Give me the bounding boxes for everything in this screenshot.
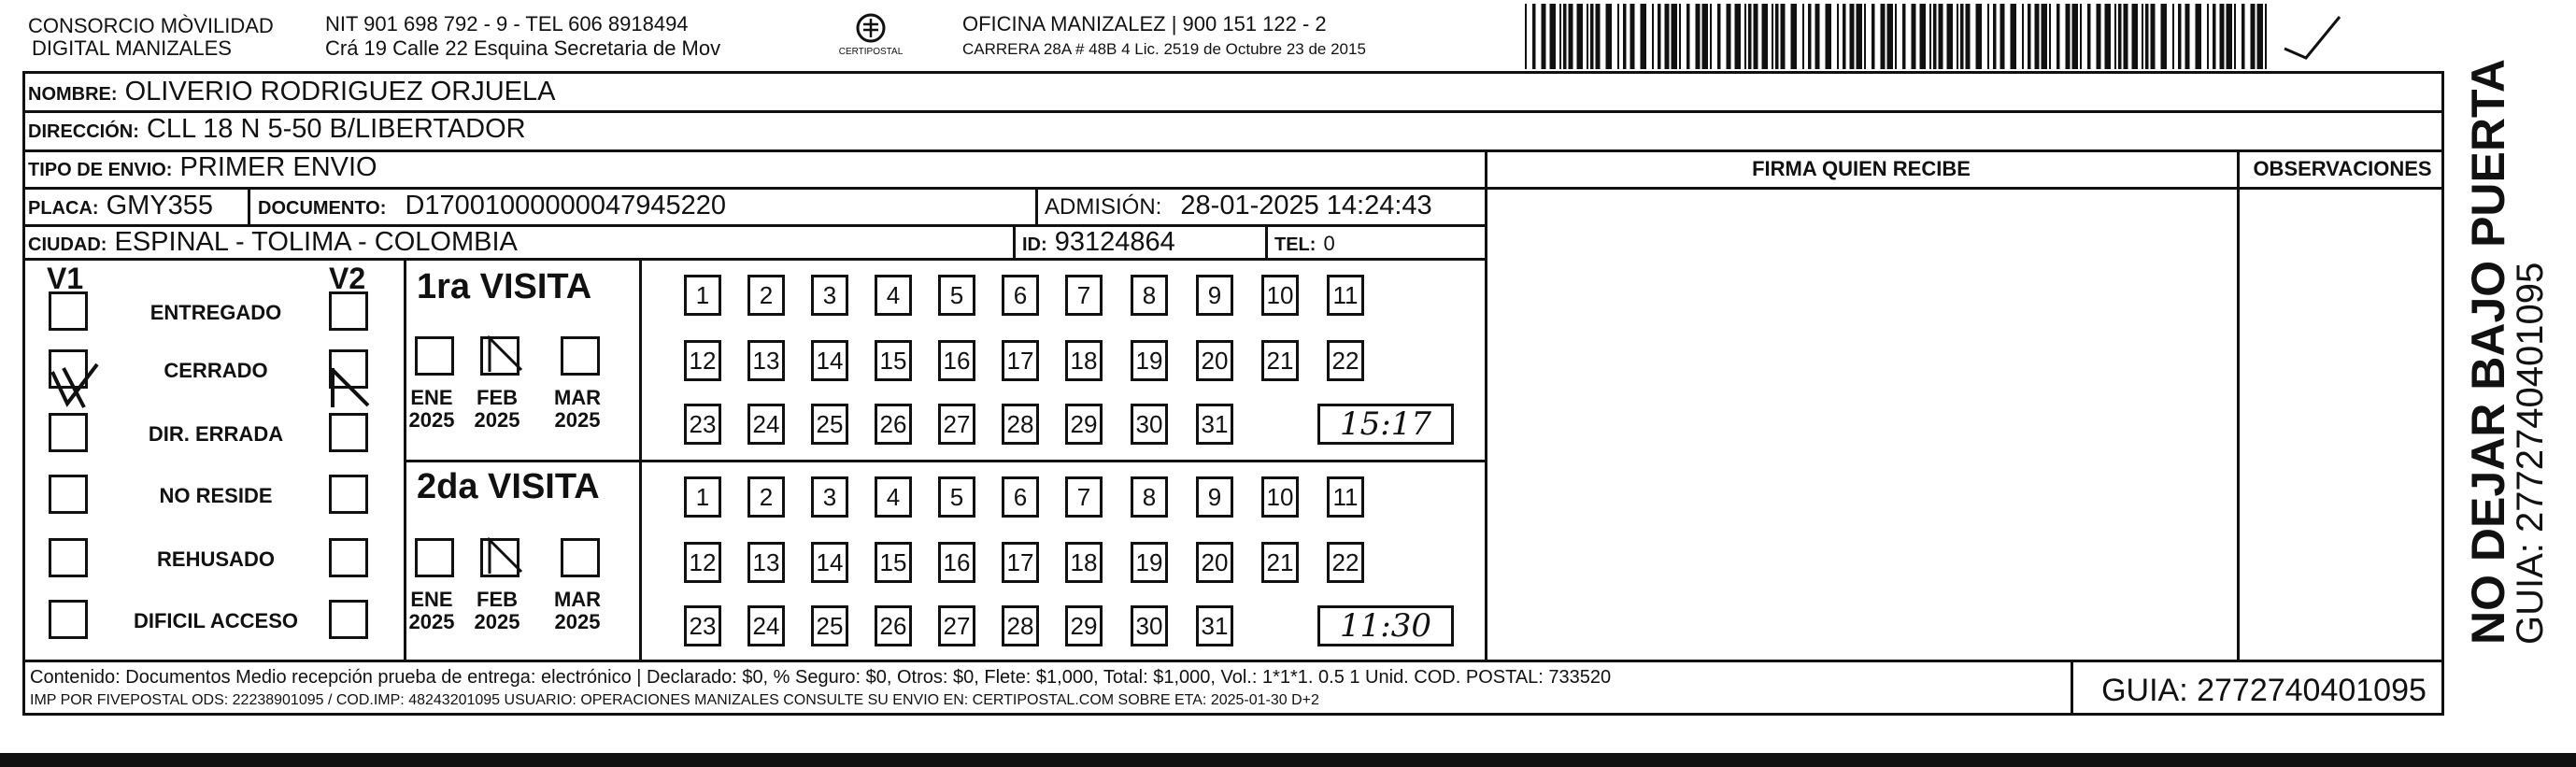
v1-checkbox[interactable]	[49, 475, 88, 514]
tel-value: 0	[1323, 232, 1335, 255]
first-visit-feb-check-mark	[484, 333, 525, 376]
second-visit-day-box[interactable]: 8	[1131, 476, 1168, 518]
second-visit-day-box[interactable]: 25	[811, 605, 848, 646]
first-visit-month-label	[549, 387, 605, 432]
v2-checkbox[interactable]	[329, 600, 368, 639]
first-visit-day-box[interactable]: 21	[1261, 340, 1299, 381]
second-visit-month-label	[404, 589, 460, 633]
second-visit-day-box[interactable]: 18	[1065, 542, 1103, 583]
second-visit-title: 2da VISITA	[417, 467, 600, 506]
month-year: 2025	[554, 610, 601, 633]
ciudad-label: CIUDAD:	[28, 234, 107, 255]
ciudad-value: ESPINAL - TOLIMA - COLOMBIA	[114, 227, 518, 257]
second-visit-day-box[interactable]: 22	[1327, 542, 1364, 583]
status-label: NO RESIDE	[159, 484, 273, 507]
second-visit-day-box[interactable]: 17	[1002, 542, 1039, 583]
second-visit-day-box[interactable]: 24	[747, 605, 785, 646]
tipo-value: PRIMER ENVIO	[179, 152, 377, 182]
first-visit-day-box[interactable]: 29	[1065, 404, 1103, 445]
first-visit-title: 1ra VISITA	[417, 267, 592, 306]
documento-field	[258, 191, 726, 223]
placa-field	[28, 191, 213, 223]
v2-checkbox[interactable]	[329, 538, 368, 577]
second-visit-month-checkbox[interactable]	[561, 538, 600, 577]
first-visit-day-box[interactable]: 19	[1131, 340, 1168, 381]
first-visit-day-box[interactable]: 27	[938, 404, 975, 445]
month-year: 2025	[474, 408, 520, 432]
tipo-label: TIPO DE ENVIO:	[28, 160, 173, 180]
first-visit-day-box[interactable]: 31	[1196, 404, 1233, 445]
company-nit: NIT 901 698 792 - 9 - TEL 606 8918494	[325, 12, 689, 36]
footer-contenido: Contenido: Documentos Medio recepción prueba de entrega: electrónico | Declarado: $0, % Seguro: $0, Otros: $0, Flete: $1,000, Total: $1,000, Vol.: 1*1*1. 0.5 1 Unid. COD. POSTAL: 733520	[30, 667, 1612, 688]
first-visit-day-box[interactable]: 13	[747, 340, 785, 381]
month-year: 2025	[474, 610, 520, 633]
month-name: ENE	[410, 588, 453, 611]
first-visit-day-box[interactable]: 23	[684, 404, 721, 445]
v1-checkbox[interactable]	[49, 600, 88, 639]
first-visit-time[interactable]: 15:17	[1317, 404, 1454, 445]
first-visit-day-box[interactable]: 1	[684, 275, 721, 316]
company-name-line1: CONSORCIO MÒVILIDAD	[28, 14, 274, 37]
first-visit-day-box[interactable]: 7	[1065, 275, 1103, 316]
company-address: Crá 19 Calle 22 Esquina Secretaria de Mov	[325, 36, 721, 60]
office-address: CARRERA 28A # 48B 4 Lic. 2519 de Octubre 23 de 2015	[962, 40, 1366, 58]
tel-field	[1274, 227, 1335, 260]
month-name: FEB	[477, 588, 518, 611]
second-visit-day-box[interactable]: 6	[1002, 476, 1039, 518]
first-visit-month-label	[469, 387, 525, 432]
first-visit-month-checkbox[interactable]	[561, 336, 600, 376]
second-visit-day-box[interactable]: 2	[747, 476, 785, 518]
v1-checkbox[interactable]	[49, 538, 88, 577]
bottom-edge-band	[0, 753, 2576, 767]
first-visit-day-box[interactable]: 26	[875, 404, 912, 445]
first-visit-day-box[interactable]: 15	[875, 340, 912, 381]
second-visit-day-box[interactable]: 19	[1131, 542, 1168, 583]
second-visit-day-box[interactable]: 15	[875, 542, 912, 583]
first-visit-day-box[interactable]: 22	[1327, 340, 1364, 381]
second-visit-day-box[interactable]: 27	[938, 605, 975, 646]
nombre-label: NOMBRE:	[28, 84, 118, 105]
second-visit-month-label	[469, 589, 525, 633]
status-label: ENTREGADO	[149, 301, 282, 324]
second-visit-day-box[interactable]: 30	[1131, 605, 1168, 646]
month-year: 2025	[408, 408, 455, 432]
first-visit-day-box[interactable]: 9	[1196, 275, 1233, 316]
second-visit-day-box[interactable]: 1	[684, 476, 721, 518]
id-field	[1022, 227, 1175, 260]
month-year: 2025	[408, 610, 455, 633]
second-visit-day-box[interactable]: 21	[1261, 542, 1299, 583]
status-label: REHUSADO	[157, 547, 275, 571]
second-visit-day-box[interactable]: 26	[875, 605, 912, 646]
placa-label: PLACA:	[28, 198, 99, 219]
second-visit-day-box[interactable]: 11	[1327, 476, 1364, 518]
cerrado-v1-check-mark	[47, 362, 103, 411]
ciudad-field	[28, 227, 518, 260]
first-visit-day-box[interactable]: 10	[1261, 275, 1299, 316]
month-name: FEB	[477, 386, 518, 409]
second-visit-day-box[interactable]: 13	[747, 542, 785, 583]
id-label: ID:	[1022, 234, 1047, 255]
second-visit-day-box[interactable]: 5	[938, 476, 975, 518]
second-visit-month-label	[549, 589, 605, 633]
second-visit-feb-check-mark	[484, 534, 525, 577]
status-label: CERRADO	[164, 359, 268, 382]
second-visit-day-box[interactable]: 3	[811, 476, 848, 518]
first-visit-day-box[interactable]: 24	[747, 404, 785, 445]
first-visit-day-box[interactable]: 6	[1002, 275, 1039, 316]
direccion-value: CLL 18 N 5-50 B/LIBERTADOR	[146, 114, 526, 144]
first-visit-day-box[interactable]: 2	[747, 275, 785, 316]
second-visit-day-box[interactable]: 9	[1196, 476, 1233, 518]
second-visit-day-box[interactable]: 4	[875, 476, 912, 518]
direccion-label: DIRECCIÓN:	[28, 121, 139, 142]
second-visit-day-box[interactable]: 20	[1196, 542, 1233, 583]
office-info: OFICINA MANIZALEZ | 900 151 122 - 2	[962, 12, 1327, 36]
v1-label: V1	[47, 262, 84, 295]
nombre-value: OLIVERIO RODRIGUEZ ORJUELA	[124, 77, 556, 107]
second-visit-day-box[interactable]: 7	[1065, 476, 1103, 518]
direccion-row	[28, 114, 526, 147]
status-label: DIFICIL ACCESO	[133, 609, 298, 632]
first-visit-day-box[interactable]: 5	[938, 275, 975, 316]
v2-checkbox[interactable]	[329, 475, 368, 514]
first-visit-day-box[interactable]: 11	[1327, 275, 1364, 316]
side-warning: NO DEJAR BAJO PUERTA	[2462, 59, 2514, 645]
status-label: DIR. ERRADA	[148, 422, 284, 446]
second-visit-day-box[interactable]: 16	[938, 542, 975, 583]
nombre-row	[28, 77, 555, 109]
documento-label: DOCUMENTO:	[258, 198, 387, 219]
id-value: 93124864	[1054, 227, 1175, 257]
documento-value: D17001000000047945220	[405, 191, 726, 220]
barcode	[1525, 4, 2272, 69]
second-visit-day-box[interactable]: 10	[1261, 476, 1299, 518]
admision-value: 28-01-2025 14:24:43	[1180, 191, 1432, 220]
company-name-line2: DIGITAL MANIZALES	[32, 36, 232, 60]
footer-imp: IMP POR FIVEPOSTAL ODS: 22238901095 / COD.IMP: 48243201095 USUARIO: OPERACIONES MANIZALES CONSULTE SU ENVIO EN: CERTIPOSTAL.COM SOBRE ETA: 2025-01-30 D+2	[30, 692, 1319, 708]
admision-label: ADMISIÓN:	[1045, 194, 1162, 220]
admision-field	[1045, 191, 1432, 222]
observaciones-header: OBSERVACIONES	[2253, 157, 2432, 180]
second-visit-day-box[interactable]: 23	[684, 605, 721, 646]
first-visit-day-box[interactable]: 28	[1002, 404, 1039, 445]
footer-guia: GUIA: 2772740401095	[2101, 673, 2427, 708]
second-visit-day-box[interactable]: 31	[1196, 605, 1233, 646]
v2-checkbox[interactable]	[329, 413, 368, 452]
second-visit-day-box[interactable]: 28	[1002, 605, 1039, 646]
checkmark-icon	[2280, 9, 2345, 65]
second-visit-month-checkbox[interactable]	[415, 538, 454, 577]
first-visit-day-box[interactable]: 16	[938, 340, 975, 381]
month-name: ENE	[410, 386, 453, 409]
first-visit-month-label	[404, 387, 460, 432]
first-visit-day-box[interactable]: 20	[1196, 340, 1233, 381]
second-visit-day-box[interactable]: 14	[811, 542, 848, 583]
first-visit-day-box[interactable]: 25	[811, 404, 848, 445]
month-name: MAR	[553, 588, 602, 611]
first-visit-day-box[interactable]: 14	[811, 340, 848, 381]
v1-checkbox[interactable]	[49, 291, 88, 331]
second-visit-day-box[interactable]: 29	[1065, 605, 1103, 646]
first-visit-day-box[interactable]: 30	[1131, 404, 1168, 445]
first-visit-month-checkbox[interactable]	[415, 336, 454, 376]
first-visit-day-box[interactable]: 18	[1065, 340, 1103, 381]
logo-text: CERTIPOSTAL	[838, 47, 904, 57]
firma-header: FIRMA QUIEN RECIBE	[1752, 157, 1971, 180]
placa-value: GMY355	[106, 191, 214, 220]
first-visit-day-box[interactable]: 17	[1002, 340, 1039, 381]
v2-label: V2	[329, 262, 366, 295]
v1-checkbox[interactable]	[49, 413, 88, 452]
month-name: MAR	[553, 386, 602, 409]
side-guia: GUIA: 2772740401095	[2510, 262, 2551, 645]
month-year: 2025	[554, 408, 601, 432]
first-visit-day-box[interactable]: 12	[684, 340, 721, 381]
second-visit-day-box[interactable]: 12	[684, 542, 721, 583]
certipostal-logo	[837, 9, 904, 62]
v2-checkbox[interactable]	[329, 291, 368, 331]
second-visit-time[interactable]: 11:30	[1317, 605, 1454, 646]
tipo-row	[28, 152, 377, 185]
cerrado-v2-check-mark	[327, 364, 374, 411]
first-visit-day-box[interactable]: 8	[1131, 275, 1168, 316]
first-visit-day-box[interactable]: 4	[875, 275, 912, 316]
first-visit-day-box[interactable]: 3	[811, 275, 848, 316]
tel-label: TEL:	[1274, 234, 1316, 255]
